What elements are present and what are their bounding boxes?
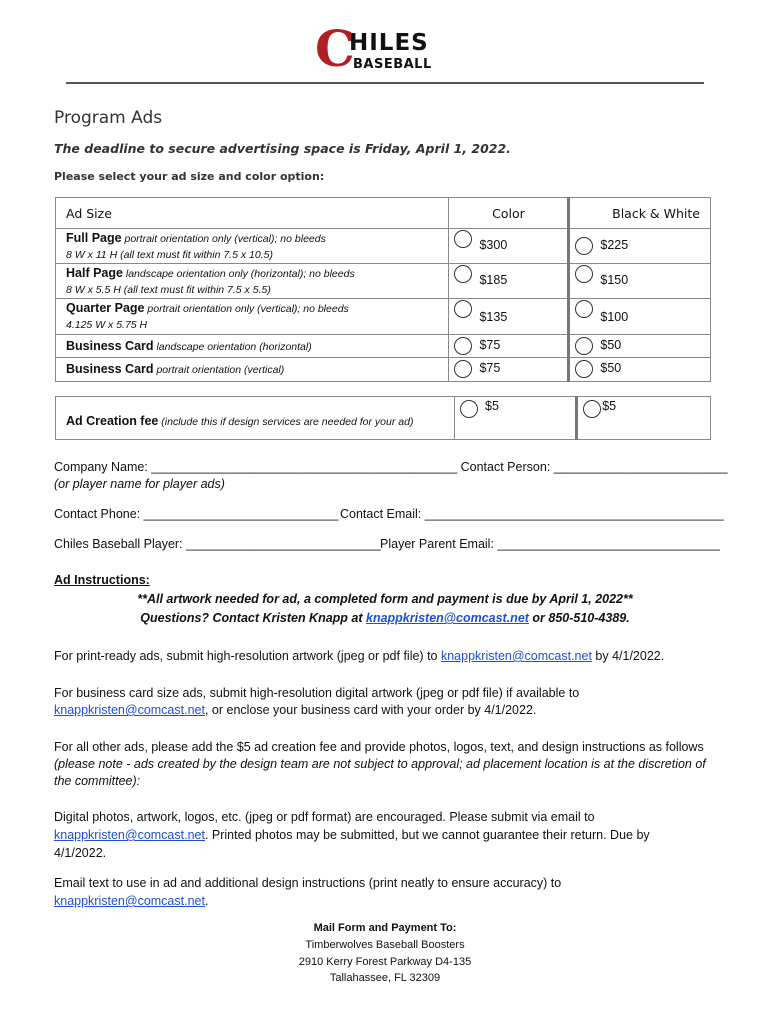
bw-radio[interactable]	[575, 337, 593, 355]
bw-radio[interactable]	[575, 237, 593, 255]
mail-heading: Mail Form and Payment To:	[313, 922, 457, 934]
business-card-instructions-1: For business card size ads, submit high-resolution digital artwork (jpeg or pdf file) if available to	[54, 686, 580, 700]
color-price: $300	[479, 238, 508, 252]
fee-color-radio[interactable]	[460, 400, 478, 418]
color-radio[interactable]	[454, 337, 472, 355]
color-option-cell[interactable]	[449, 335, 569, 358]
bw-radio[interactable]	[575, 265, 593, 283]
questions-post: or 850-510-4389.	[528, 611, 630, 625]
logo-c: C	[315, 19, 355, 78]
ad-size-desc: portrait orientation (vertical)	[153, 364, 285, 376]
email-text-instructions-1: Email text to use in ad and additional design instructions (print neatly to ensure accuracy) to	[54, 876, 562, 890]
parent-email-field[interactable]: Player Parent Email: ________________________________	[380, 537, 720, 551]
ad-size-desc: landscape orientation (horizontal)	[153, 340, 312, 353]
bw-price: $150	[600, 273, 629, 287]
deadline-notice: The deadline to secure advertising space is Friday, April 1, 2022.	[54, 141, 511, 156]
ad-size-desc: portrait orientation only (vertical); no bleeds	[121, 232, 326, 245]
ad-creation-fee-table	[55, 396, 711, 440]
color-option-cell[interactable]	[449, 358, 569, 382]
chiles-baseball-logo	[315, 19, 455, 78]
chiles-player-field[interactable]: Chiles Baseball Player: ____________________________	[54, 537, 381, 551]
color-radio[interactable]	[454, 360, 472, 378]
p5-post: .	[204, 894, 209, 908]
ad-size-name: Half Page	[66, 265, 123, 280]
ad-size-name: Business Card	[66, 338, 154, 353]
email-link[interactable]: knappkristen@comcast.net	[54, 894, 205, 908]
bw-option-cell[interactable]	[569, 264, 711, 299]
questions-pre: Questions? Contact Kristen Knapp at	[140, 611, 366, 625]
ad-size-cell	[56, 229, 449, 264]
ad-size-desc: landscape orientation only (horizontal); no bleeds	[122, 267, 355, 280]
player-name-note: (or player name for player ads)	[54, 477, 225, 491]
artwork-due-note: **All artwork needed for ad, a completed form and payment is due by April 1, 2022**	[137, 592, 633, 606]
logo-hiles: HILES	[349, 30, 429, 56]
p4-post: . Printed photos may be submitted, but we cannot guarantee their return. Due by	[204, 828, 650, 842]
instructions-heading: Ad Instructions:	[54, 573, 150, 587]
digital-photos-instructions-3: 4/1/2022.	[54, 846, 107, 860]
email-link[interactable]: knappkristen@comcast.net	[440, 649, 592, 663]
color-option-cell[interactable]	[449, 264, 569, 299]
fee-name: Ad Creation fee	[66, 413, 159, 428]
fee-color-price: $5	[485, 399, 499, 413]
other-ads-instructions-1: For all other ads, please add the $5 ad creation fee and provide photos, logos, text, and design instructions as follows	[54, 740, 704, 754]
ad-size-name: Quarter Page	[66, 301, 145, 315]
color-radio[interactable]	[454, 265, 472, 283]
color-price: $75	[479, 338, 501, 352]
fee-color-cell[interactable]	[455, 397, 577, 440]
mail-recipient: Timberwolves Baseball Boosters	[305, 939, 465, 951]
email-link[interactable]: knappkristen@comcast.net	[54, 703, 205, 717]
business-card-instructions-2	[54, 703, 536, 717]
header-bw: Black & White	[569, 198, 711, 229]
table-header-row	[56, 198, 711, 229]
email-link[interactable]: knappkristen@comcast.net	[54, 828, 205, 842]
mail-city: Tallahassee, FL 32309	[329, 972, 441, 984]
digital-photos-instructions-2	[54, 828, 650, 842]
color-price: $185	[479, 273, 508, 287]
ad-size-cell	[56, 358, 449, 382]
other-ads-instructions-3: the committee):	[54, 774, 141, 788]
bw-option-cell[interactable]	[569, 229, 711, 264]
header-color: Color	[449, 198, 569, 229]
bw-price: $225	[600, 238, 629, 252]
table-row	[56, 264, 711, 299]
contact-email-field[interactable]: Contact Email: ___________________________________________	[340, 507, 724, 521]
other-ads-instructions-2: (please note - ads created by the design team are not subject to approval; ad placement location is at the discretion of	[54, 757, 706, 771]
company-name-field[interactable]: Company Name: ____________________________________________ Contact Person: _________________________	[54, 460, 728, 474]
logo-baseball: BASEBALL	[353, 57, 432, 72]
fee-bw-radio[interactable]	[583, 400, 601, 418]
ad-size-dims: 8 W x 11 H (all text must fit within 7.5 x 10.5)	[66, 248, 273, 261]
ad-size-cell	[56, 299, 449, 335]
color-price: $135	[479, 310, 508, 324]
page-title: Program Ads	[54, 108, 163, 128]
print-ready-instructions	[54, 649, 664, 663]
mail-street: 2910 Kerry Forest Parkway D4-135	[298, 956, 472, 968]
contact-email-link[interactable]: knappkristen@comcast.net	[366, 611, 529, 625]
header-divider	[66, 82, 704, 84]
ad-size-name: Business Card	[66, 362, 154, 376]
ad-size-name: Full Page	[66, 230, 122, 245]
bw-option-cell[interactable]	[569, 358, 711, 382]
ad-size-table	[55, 197, 711, 382]
table-row	[56, 229, 711, 264]
ad-size-cell	[56, 335, 449, 358]
bw-option-cell[interactable]	[569, 335, 711, 358]
color-radio[interactable]	[454, 230, 472, 248]
p1-post: by 4/1/2022.	[591, 649, 665, 663]
color-price: $75	[479, 361, 501, 375]
bw-radio[interactable]	[575, 360, 593, 378]
ad-size-cell	[56, 264, 449, 299]
fee-bw-price: $5	[602, 399, 617, 413]
table-row	[56, 358, 711, 382]
fee-name-cell	[56, 397, 455, 440]
color-option-cell[interactable]	[449, 229, 569, 264]
bw-option-cell[interactable]	[569, 299, 711, 335]
ad-size-dims: 4.125 W x 5.75 H	[66, 319, 148, 331]
digital-photos-instructions-1: Digital photos, artwork, logos, etc. (jpeg or pdf format) are encouraged. Please submit via email to	[54, 810, 595, 824]
bw-price: $50	[600, 361, 622, 375]
questions-line	[0, 611, 770, 625]
bw-radio[interactable]	[575, 300, 593, 318]
email-text-instructions-2	[54, 894, 208, 908]
table-row	[56, 299, 711, 335]
ad-size-desc: portrait orientation only (vertical); no bleeds	[144, 303, 349, 315]
fee-row	[56, 397, 711, 440]
color-option-cell[interactable]	[449, 299, 569, 335]
fee-desc: (include this if design services are needed for your ad)	[158, 415, 414, 428]
table-row	[56, 335, 711, 358]
contact-phone-field[interactable]: Contact Phone: ____________________________	[54, 507, 339, 521]
select-prompt: Please select your ad size and color option:	[54, 170, 325, 183]
p2-post: , or enclose your business card with your order by 4/1/2022.	[204, 703, 537, 717]
p1-pre: For print-ready ads, submit high-resolution artwork (jpeg or pdf file) to	[54, 649, 441, 663]
ad-size-dims: 8 W x 5.5 H (all text must fit within 7.5 x 5.5)	[66, 283, 271, 296]
fee-bw-cell[interactable]	[577, 397, 711, 440]
bw-price: $50	[600, 338, 622, 352]
header-ad-size: Ad Size	[56, 198, 449, 229]
bw-price: $100	[600, 310, 629, 324]
color-radio[interactable]	[454, 300, 472, 318]
